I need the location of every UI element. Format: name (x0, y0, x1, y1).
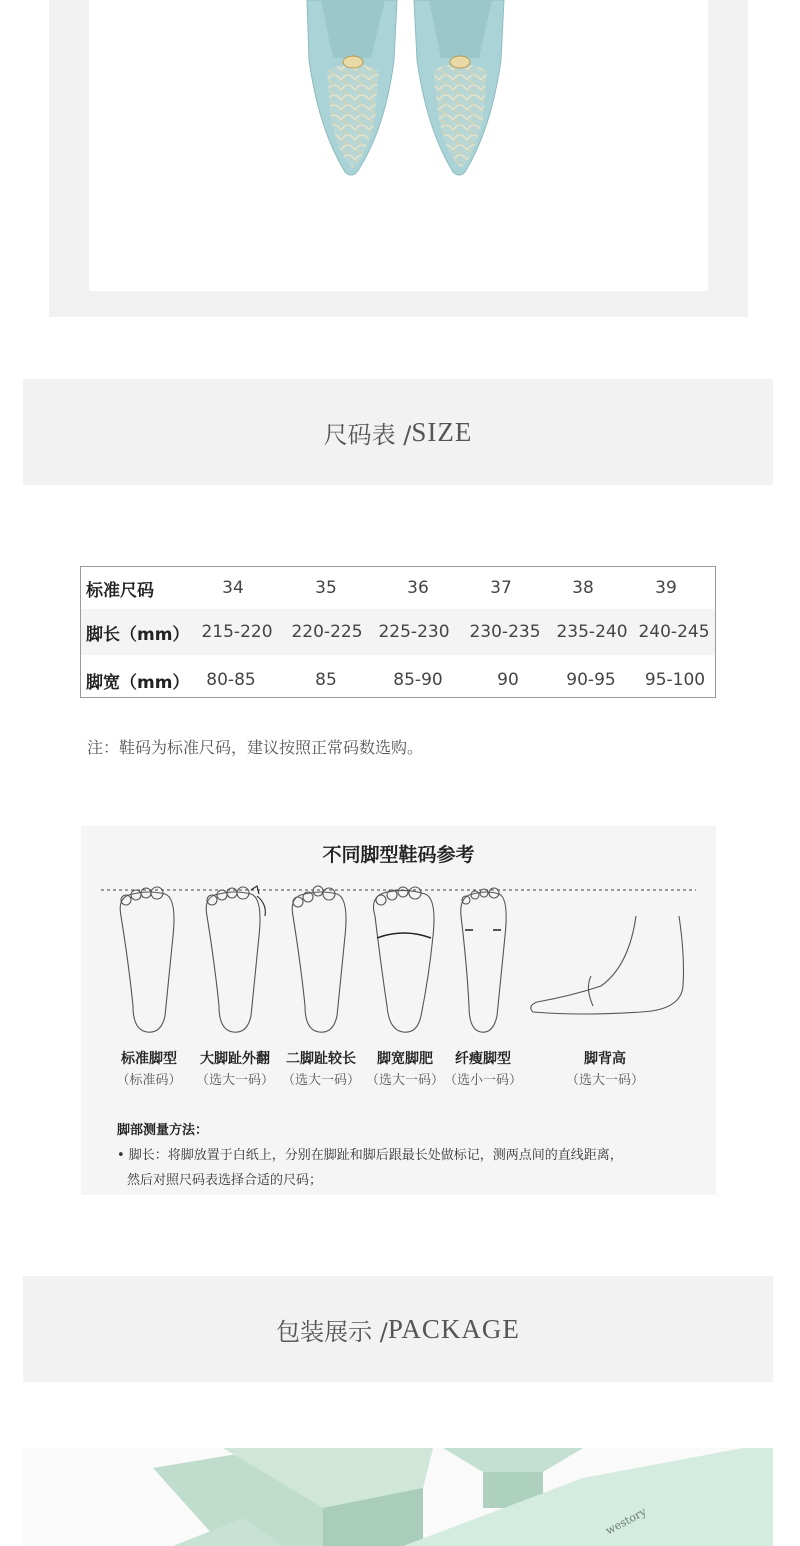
foot-type-advice: （选大一码） (195, 1073, 274, 1088)
size-row (81, 567, 715, 609)
size-row-label: 标准尺码 (86, 580, 154, 601)
foot-type-name: 脚背高 (584, 1051, 626, 1067)
foot-width-cell: 95-100 (644, 670, 706, 690)
size-table (80, 566, 716, 698)
foot-type-name: 纤瘦脚型 (455, 1051, 511, 1067)
size-cell: 36 (407, 578, 429, 598)
slim-foot-icon (461, 888, 506, 1032)
foot-width-cell: 80-85 (206, 670, 256, 690)
foot-length-label: 脚长（mm） (86, 624, 190, 645)
measure-method-text: • 脚长：将脚放置于白纸上，分别在脚趾和脚后跟最长处做标记，测两点间的直线距离， (117, 1148, 623, 1163)
size-cell: 35 (315, 578, 337, 598)
foot-length-cell: 225-230 (378, 622, 450, 642)
foot-type-name: 大脚趾外翻 (200, 1051, 270, 1067)
size-cell: 34 (222, 578, 244, 598)
size-cell: 38 (572, 578, 594, 598)
size-cell: 39 (655, 578, 677, 598)
long-second-toe-foot-icon (292, 886, 346, 1032)
foot-guide-title: 不同脚型鞋码参考 (322, 844, 475, 866)
product-photo (89, 0, 708, 291)
package-section-header (23, 1276, 773, 1382)
foot-width-label: 脚宽（mm） (86, 672, 190, 693)
foot-types-illustration (81, 876, 716, 1046)
foot-width-cell: 85-90 (393, 670, 443, 690)
foot-type-name: 脚宽脚肥 (377, 1051, 433, 1067)
package-title-cn: 包装展示 / (276, 1317, 388, 1346)
foot-type-advice: （选大一码） (365, 1073, 444, 1088)
size-note: 注：鞋码为标准尺码，建议按照正常码数选购。 (87, 738, 424, 757)
size-cell: 37 (490, 578, 512, 598)
shoe-box-illustration (23, 1448, 773, 1546)
bunion-foot-icon (206, 886, 265, 1032)
size-section-header (23, 379, 773, 485)
measure-method-text: 然后对照尺码表选择合适的尺码； (127, 1173, 323, 1188)
foot-type-name: 二脚趾较长 (286, 1051, 356, 1067)
foot-type-advice: （选大一码） (281, 1073, 360, 1088)
foot-type-advice: （选小一码） (443, 1073, 522, 1088)
foot-length-cell: 215-220 (201, 622, 273, 642)
foot-length-cell: 230-235 (469, 622, 541, 642)
standard-foot-icon (120, 887, 174, 1032)
foot-length-row (81, 609, 715, 655)
package-title-en: PACKAGE (387, 1313, 520, 1344)
foot-type-guide (81, 826, 716, 1195)
foot-width-cell: 90-95 (566, 670, 616, 690)
foot-type-name: 标准脚型 (121, 1051, 177, 1067)
foot-length-cell: 235-240 (556, 622, 628, 642)
size-title-en: SIZE (411, 416, 473, 447)
size-title-cn: 尺码表 / (323, 420, 412, 449)
package-brand-text: westory (603, 1505, 649, 1538)
package-photo (23, 1448, 773, 1546)
foot-width-cell: 85 (315, 670, 337, 690)
measure-method-title: 脚部测量方法： (117, 1123, 209, 1138)
high-instep-foot-icon (531, 916, 684, 1014)
foot-type-advice: （标准码） (116, 1073, 182, 1088)
foot-length-cell: 240-245 (638, 622, 710, 642)
foot-width-cell: 90 (497, 670, 519, 690)
foot-type-advice: （选大一码） (565, 1073, 644, 1088)
wide-foot-icon (374, 887, 435, 1032)
foot-width-row (81, 659, 715, 701)
shoe-illustration (89, 0, 708, 291)
foot-length-cell: 220-225 (291, 622, 363, 642)
